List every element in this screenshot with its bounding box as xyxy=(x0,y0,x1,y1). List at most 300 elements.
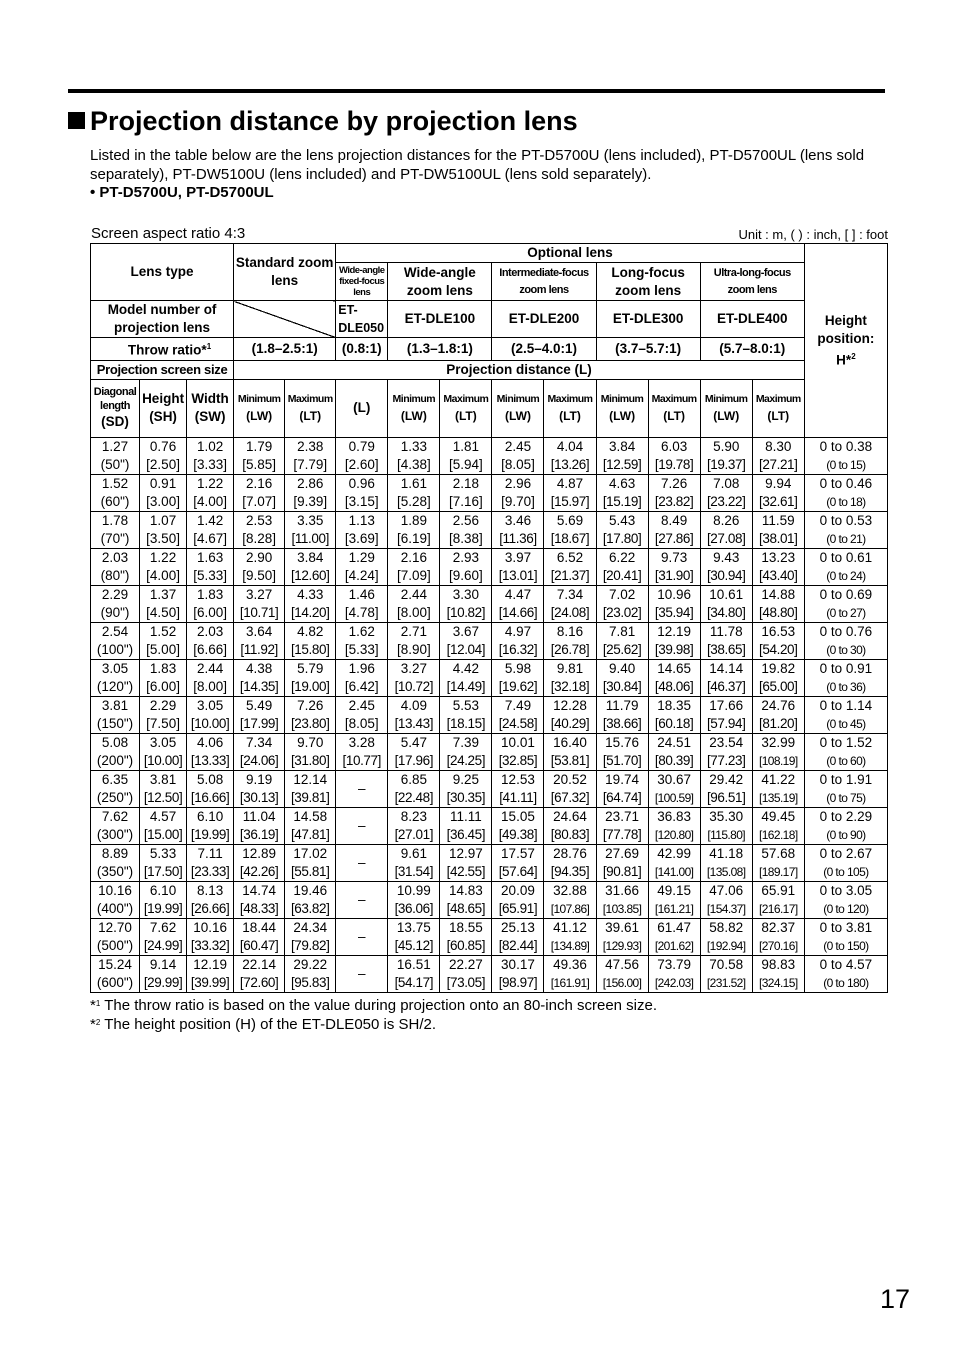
cell-alt-unit: [17.99] xyxy=(239,715,279,731)
throw-ratio-dle400: (5.7–8.0:1) xyxy=(700,338,804,361)
cell-alt-unit: [29.99] xyxy=(143,974,183,990)
cell-value: 49.36 xyxy=(553,956,587,972)
cell-alt-unit: [5.33] xyxy=(344,641,379,657)
cell-alt-unit: [65.91] xyxy=(498,900,538,916)
cell-value: 15.05 xyxy=(501,808,535,824)
std-min-label: Minimum xyxy=(237,393,281,405)
cell-alt-unit: [10.71] xyxy=(239,604,279,620)
cell-alt-unit: [63.82] xyxy=(290,900,330,916)
cell-alt-unit: [115.80] xyxy=(707,827,746,842)
cell-sh xyxy=(140,881,187,918)
cell-value: 13.23 xyxy=(761,549,796,565)
cell-value: 6.22 xyxy=(608,549,636,565)
cell-d200-min xyxy=(492,511,544,548)
cell-alt-unit: [27.01] xyxy=(394,826,434,842)
cell-sd xyxy=(91,696,140,733)
dle200-max-label: Maximum xyxy=(547,393,593,405)
cell-sh xyxy=(140,696,187,733)
cell-alt-unit: [24.58] xyxy=(498,715,538,731)
cell-value: 22.27 xyxy=(448,956,483,972)
cell-alt-unit: [42.26] xyxy=(239,863,279,879)
cell-sh xyxy=(140,474,187,511)
cell-alt-unit: (0 to 60) xyxy=(826,753,866,768)
cell-std-max xyxy=(285,548,336,585)
cell-d200-min xyxy=(492,770,544,807)
cell-value: 73.79 xyxy=(657,956,692,972)
dle400-max-header xyxy=(752,379,804,437)
cell-alt-unit: [135.08] xyxy=(706,864,746,879)
cell-alt-unit: [46.37] xyxy=(706,678,746,694)
cell-alt-unit: [48.33] xyxy=(239,900,279,916)
cell-alt-unit: [36.45] xyxy=(446,826,486,842)
cell-value: 3.05 xyxy=(196,697,224,713)
cell-d400-min xyxy=(700,659,752,696)
cell-alt-unit: [31.90] xyxy=(654,567,694,583)
width-label: Width xyxy=(191,391,229,406)
cell-alt-unit: [9.50] xyxy=(242,567,277,583)
cell-alt-unit: [4.50] xyxy=(146,604,180,620)
cell-sd xyxy=(91,733,140,770)
cell-value: 0 to 3.05 xyxy=(819,882,873,898)
footnote-2-mark: * xyxy=(90,1016,96,1033)
cell-value: 82.37 xyxy=(761,919,796,935)
cell-value: 3.27 xyxy=(246,586,273,602)
cell-d100-min xyxy=(388,511,440,548)
cell-value: 4.97 xyxy=(504,623,532,639)
cell-value: 2.71 xyxy=(400,623,427,639)
cell-value: 32.88 xyxy=(553,882,587,898)
throw-ratio-dle100: (1.3–1.8:1) xyxy=(388,338,492,361)
cell-dash: – xyxy=(358,854,366,870)
cell-d400-max xyxy=(752,511,804,548)
cell-d200-max xyxy=(544,585,596,622)
cell-d300-min xyxy=(596,622,648,659)
cell-alt-unit: [20.41] xyxy=(602,567,642,583)
cell-dash: – xyxy=(358,817,366,833)
cell-alt-unit: [17.96] xyxy=(394,752,434,768)
cell-value: 5.08 xyxy=(101,734,129,750)
dle100-min-label: Minimum xyxy=(392,393,436,405)
cell-alt-unit: [162.18] xyxy=(758,827,798,842)
cell-d300-min xyxy=(596,955,648,992)
cell-alt-unit: [40.29] xyxy=(550,715,590,731)
cell-sh xyxy=(140,622,187,659)
cell-value: 1.33 xyxy=(400,438,427,454)
cell-alt-unit: [77.23] xyxy=(706,752,746,768)
cell-d200-max xyxy=(544,437,596,474)
cell-alt-unit: [34.80] xyxy=(706,604,746,620)
cell-alt-unit: [13.43] xyxy=(394,715,434,731)
cell-value: 49.45 xyxy=(761,808,796,824)
cell-sd xyxy=(91,548,140,585)
cell-value: 2.93 xyxy=(452,549,480,565)
cell-value: 0.96 xyxy=(348,475,375,491)
cell-d100-min xyxy=(388,696,440,733)
dle400-min-header xyxy=(700,379,752,437)
cell-std-min xyxy=(234,918,285,955)
cell-value: 2.45 xyxy=(348,697,375,713)
ultra-long-zoom-header xyxy=(700,263,804,301)
cell-alt-unit: [5.85] xyxy=(242,456,277,472)
cell-alt-unit: (50") xyxy=(100,456,130,472)
cell-std-min xyxy=(234,548,285,585)
table-row xyxy=(91,955,888,992)
cell-alt-unit: (0 to 45) xyxy=(826,716,866,731)
cell-alt-unit: [8.05] xyxy=(344,715,379,731)
cell-alt-unit: [33.32] xyxy=(190,937,230,953)
cell-alt-unit: [18.67] xyxy=(550,530,590,546)
ultra-long-zoom-label: Ultra-long-focus zoom lens xyxy=(713,266,791,296)
intro-paragraph: Listed in the table below are the lens projection distances for the PT-D5700U (lens included), PT-D5700UL (lens sold separately), PT-DW5100U (lens included) and PT-DW5100UL (lens sold separately). xyxy=(90,147,865,183)
cell-alt-unit: (0 to 21) xyxy=(826,531,866,546)
cell-alt-unit: (0 to 15) xyxy=(826,457,866,472)
cell-d200-min xyxy=(492,807,544,844)
cell-alt-unit: [39.81] xyxy=(290,789,330,805)
cell-alt-unit: (0 to 24) xyxy=(826,568,866,583)
cell-d100-max xyxy=(440,437,492,474)
cell-value: 15.24 xyxy=(98,956,132,972)
cell-value: 8.16 xyxy=(556,623,584,639)
cell-value: 61.47 xyxy=(657,919,692,935)
cell-d300-min xyxy=(596,733,648,770)
cell-d200-min xyxy=(492,733,544,770)
cell-alt-unit: [23.22] xyxy=(706,493,746,509)
wide-fixed-label: Wide-angle fixed-focus lens xyxy=(338,265,385,298)
cell-f050 xyxy=(336,881,388,918)
cell-alt-unit: [189.17] xyxy=(758,864,798,879)
cell-alt-unit: [96.51] xyxy=(706,789,746,805)
cell-value: 0 to 0.53 xyxy=(819,512,873,528)
cell-value: 7.11 xyxy=(197,845,223,861)
cell-value: 47.56 xyxy=(605,956,639,972)
cell-value: 9.94 xyxy=(765,475,792,491)
cell-alt-unit: [27.21] xyxy=(759,456,798,472)
cell-d300-min xyxy=(596,918,648,955)
cell-d200-min xyxy=(492,548,544,585)
cell-value: 0.91 xyxy=(149,475,177,491)
cell-value: 14.88 xyxy=(761,586,796,602)
cell-d400-max xyxy=(752,770,804,807)
table-row xyxy=(91,548,888,585)
cell-value: 1.13 xyxy=(348,512,375,528)
cell-h xyxy=(804,955,887,992)
cell-value: 4.33 xyxy=(297,586,324,602)
cell-alt-unit: [135.19] xyxy=(758,790,798,805)
cell-value: 8.23 xyxy=(400,808,427,824)
throw-ratio-standard: (1.8–2.5:1) xyxy=(234,338,336,361)
cell-alt-unit: [7.50] xyxy=(146,715,180,731)
cell-value: 5.43 xyxy=(608,512,636,528)
cell-alt-unit: [19.37] xyxy=(706,456,746,472)
cell-alt-unit: (0 to 90) xyxy=(826,827,866,842)
cell-d200-max xyxy=(544,474,596,511)
model-number-header: Model number of projection lens xyxy=(91,301,234,338)
height-h-label: H* xyxy=(836,352,852,367)
cell-value: 1.27 xyxy=(101,438,129,454)
cell-alt-unit: [42.55] xyxy=(446,863,486,879)
dle200-lt-label: (LT) xyxy=(559,409,581,423)
cell-sh xyxy=(140,437,187,474)
top-rule xyxy=(68,89,885,93)
cell-alt-unit: [25.62] xyxy=(602,641,642,657)
cell-d100-min xyxy=(388,881,440,918)
models-label: • PT-D5700U, PT-D5700UL xyxy=(90,184,274,201)
cell-alt-unit: [11.36] xyxy=(499,530,537,546)
cell-alt-unit: [30.84] xyxy=(602,678,642,694)
cell-sw xyxy=(187,511,234,548)
cell-value: 9.70 xyxy=(297,734,324,750)
cell-alt-unit: [26.66] xyxy=(190,900,230,916)
cell-value: 11.79 xyxy=(605,697,639,713)
cell-d100-max xyxy=(440,659,492,696)
cell-value: 2.16 xyxy=(246,475,273,491)
cell-value: 57.68 xyxy=(761,845,796,861)
cell-value: 7.39 xyxy=(452,734,480,750)
intermediate-zoom-label: Intermediate-focus zoom lens xyxy=(499,266,589,296)
cell-alt-unit: [5.33] xyxy=(193,567,227,583)
cell-value: 1.07 xyxy=(149,512,177,528)
cell-std-max xyxy=(285,659,336,696)
cell-alt-unit: [31.54] xyxy=(394,863,434,879)
cell-d100-max xyxy=(440,696,492,733)
cell-value: 2.44 xyxy=(400,586,427,602)
dle200-min-header xyxy=(492,379,544,437)
page-title xyxy=(68,106,578,137)
cell-alt-unit: [13.26] xyxy=(550,456,590,472)
cell-alt-unit: [16.32] xyxy=(498,641,538,657)
cell-alt-unit: [65.00] xyxy=(759,678,798,694)
width-header xyxy=(187,379,234,437)
cell-value: 3.67 xyxy=(452,623,480,639)
footnote-2 xyxy=(90,1016,436,1033)
dle400-lw-label: (LW) xyxy=(713,409,740,423)
optional-lens-header: Optional lens xyxy=(336,244,805,263)
cell-alt-unit: [60.47] xyxy=(239,937,279,953)
cell-d300-min xyxy=(596,548,648,585)
cell-alt-unit: [57.94] xyxy=(706,715,746,731)
cell-alt-unit: [53.81] xyxy=(550,752,590,768)
cell-value: 4.87 xyxy=(556,475,584,491)
screen-size-header: Projection screen size xyxy=(91,360,234,379)
cell-value: 10.16 xyxy=(193,919,228,935)
cell-d400-min xyxy=(700,770,752,807)
cell-value: 12.19 xyxy=(193,956,228,972)
cell-alt-unit: [5.28] xyxy=(396,493,431,509)
cell-alt-unit: (250") xyxy=(96,789,134,805)
cell-d200-min xyxy=(492,474,544,511)
throw-ratio-dle300: (3.7–5.7:1) xyxy=(596,338,700,361)
square-bullet-icon xyxy=(68,112,85,129)
cell-sd xyxy=(91,807,140,844)
cell-d200-max xyxy=(544,807,596,844)
cell-d300-max xyxy=(648,437,700,474)
cell-alt-unit: [49.38] xyxy=(498,826,538,842)
cell-alt-unit: [23.33] xyxy=(190,863,230,879)
cell-alt-unit: (600") xyxy=(96,974,134,990)
cell-value: 7.34 xyxy=(246,734,273,750)
cell-d200-min xyxy=(492,918,544,955)
dle300-min-label: Minimum xyxy=(600,393,644,405)
cell-alt-unit: [19.62] xyxy=(498,678,538,694)
cell-value: 0 to 2.29 xyxy=(819,808,873,824)
cell-value: 7.34 xyxy=(556,586,584,602)
cell-d300-max xyxy=(648,585,700,622)
cell-d200-max xyxy=(544,511,596,548)
model-dle200: ET-DLE200 xyxy=(492,301,596,338)
cell-value: 14.65 xyxy=(657,660,692,676)
cell-value: 2.03 xyxy=(196,623,224,639)
cell-alt-unit: [73.05] xyxy=(446,974,486,990)
cell-alt-unit: (500") xyxy=(96,937,134,953)
cell-d400-min xyxy=(700,437,752,474)
cell-f050 xyxy=(336,548,388,585)
cell-alt-unit: [16.66] xyxy=(190,789,230,805)
cell-alt-unit: (60") xyxy=(100,493,130,509)
cell-value: 35.30 xyxy=(709,808,744,824)
dle200-lw-label: (LW) xyxy=(504,409,531,423)
cell-d400-min xyxy=(700,474,752,511)
table-row xyxy=(91,807,888,844)
cell-sh xyxy=(140,733,187,770)
cell-d400-max xyxy=(752,474,804,511)
cell-std-max xyxy=(285,881,336,918)
cell-alt-unit: [32.18] xyxy=(550,678,590,694)
cell-d200-min xyxy=(492,881,544,918)
cell-h xyxy=(804,696,887,733)
cell-alt-unit: [9.60] xyxy=(449,567,483,583)
cell-d200-max xyxy=(544,548,596,585)
cell-alt-unit: [15.00] xyxy=(143,826,183,842)
cell-value: 0 to 1.14 xyxy=(819,697,873,713)
cell-alt-unit: [6.00] xyxy=(193,604,227,620)
dle400-lt-label: (LT) xyxy=(767,409,790,423)
cell-value: 0 to 1.52 xyxy=(819,734,873,750)
cell-alt-unit: [24.06] xyxy=(239,752,279,768)
cell-std-min xyxy=(234,622,285,659)
cell-value: 10.96 xyxy=(657,586,692,602)
cell-d300-max xyxy=(648,770,700,807)
cell-alt-unit: [14.20] xyxy=(290,604,330,620)
cell-std-min xyxy=(234,844,285,881)
cell-sw xyxy=(187,437,234,474)
table-row xyxy=(91,733,888,770)
cell-sd xyxy=(91,659,140,696)
cell-d400-min xyxy=(700,955,752,992)
cell-alt-unit: (0 to 27) xyxy=(826,605,866,620)
model-dle050: ET-DLE050 xyxy=(336,301,388,338)
cell-alt-unit: [90.81] xyxy=(602,863,642,879)
cell-alt-unit: (0 to 75) xyxy=(826,790,866,805)
cell-value: 1.22 xyxy=(196,475,224,491)
cell-value: 3.35 xyxy=(297,512,324,528)
cell-value: 7.26 xyxy=(661,475,688,491)
cell-value: 9.43 xyxy=(713,549,740,565)
cell-value: 28.76 xyxy=(553,845,587,861)
cell-alt-unit: [48.80] xyxy=(759,604,798,620)
cell-value: 5.79 xyxy=(297,660,324,676)
dle300-lt-label: (LT) xyxy=(663,409,686,423)
dle300-max-label: Maximum xyxy=(651,393,697,405)
cell-value: 42.99 xyxy=(657,845,692,861)
dle100-min-header xyxy=(388,379,440,437)
cell-value: 4.47 xyxy=(504,586,532,602)
cell-std-max xyxy=(285,807,336,844)
cell-d100-max xyxy=(440,955,492,992)
cell-value: 24.34 xyxy=(293,919,328,935)
cell-alt-unit: [17.80] xyxy=(602,530,642,546)
cell-sd xyxy=(91,585,140,622)
cell-std-max xyxy=(285,733,336,770)
cell-alt-unit: [7.16] xyxy=(449,493,483,509)
cell-d400-max xyxy=(752,955,804,992)
cell-alt-unit: [38.01] xyxy=(759,530,798,546)
cell-value: 0 to 3.81 xyxy=(819,919,873,935)
sd-label: (SD) xyxy=(101,414,129,429)
cell-alt-unit: [4.78] xyxy=(344,604,379,620)
standard-model-diagonal-cell xyxy=(234,301,336,338)
cell-value: 2.38 xyxy=(297,438,324,454)
cell-alt-unit: (100") xyxy=(96,641,134,657)
cell-sd xyxy=(91,881,140,918)
cell-value: 7.08 xyxy=(713,475,740,491)
cell-value: 22.14 xyxy=(242,956,277,972)
cell-alt-unit: [4.00] xyxy=(193,493,227,509)
cell-alt-unit: [38.66] xyxy=(602,715,642,731)
cell-alt-unit: [270.16] xyxy=(758,938,798,953)
cell-dash: – xyxy=(358,780,366,796)
cell-value: 2.45 xyxy=(504,438,532,454)
cell-sw xyxy=(187,770,234,807)
cell-std-max xyxy=(285,844,336,881)
cell-value: 8.26 xyxy=(713,512,740,528)
cell-alt-unit: [14.49] xyxy=(446,678,486,694)
cell-value: 14.14 xyxy=(709,660,744,676)
sh-label: (SH) xyxy=(149,409,177,424)
diagonal-header xyxy=(91,379,140,437)
cell-value: 9.14 xyxy=(149,956,177,972)
cell-d400-min xyxy=(700,696,752,733)
cell-value: 12.19 xyxy=(657,623,692,639)
cell-d400-max xyxy=(752,733,804,770)
height-position-header xyxy=(804,244,887,438)
cell-d300-max xyxy=(648,474,700,511)
cell-std-max xyxy=(285,918,336,955)
cell-dash: – xyxy=(358,928,366,944)
cell-value: 41.12 xyxy=(553,919,587,935)
cell-d300-max xyxy=(648,511,700,548)
cell-d100-max xyxy=(440,548,492,585)
cell-alt-unit: [17.50] xyxy=(143,863,183,879)
cell-alt-unit: [41.11] xyxy=(499,789,537,805)
cell-std-min xyxy=(234,437,285,474)
cell-value: 39.61 xyxy=(605,919,639,935)
footnote-1-sup: 1 xyxy=(95,999,101,1008)
table-row xyxy=(91,511,888,548)
cell-value: 47.06 xyxy=(709,882,744,898)
cell-value: 2.29 xyxy=(149,697,177,713)
cell-alt-unit: [67.32] xyxy=(550,789,590,805)
cell-d100-min xyxy=(388,770,440,807)
cell-sh xyxy=(140,918,187,955)
cell-value: 2.54 xyxy=(101,623,129,639)
cell-value: 0 to 0.38 xyxy=(819,438,873,454)
cell-d200-min xyxy=(492,622,544,659)
cell-value: 18.55 xyxy=(448,919,483,935)
cell-alt-unit: [48.65] xyxy=(446,900,486,916)
table-row xyxy=(91,770,888,807)
cell-d200-max xyxy=(544,733,596,770)
cell-std-max xyxy=(285,770,336,807)
